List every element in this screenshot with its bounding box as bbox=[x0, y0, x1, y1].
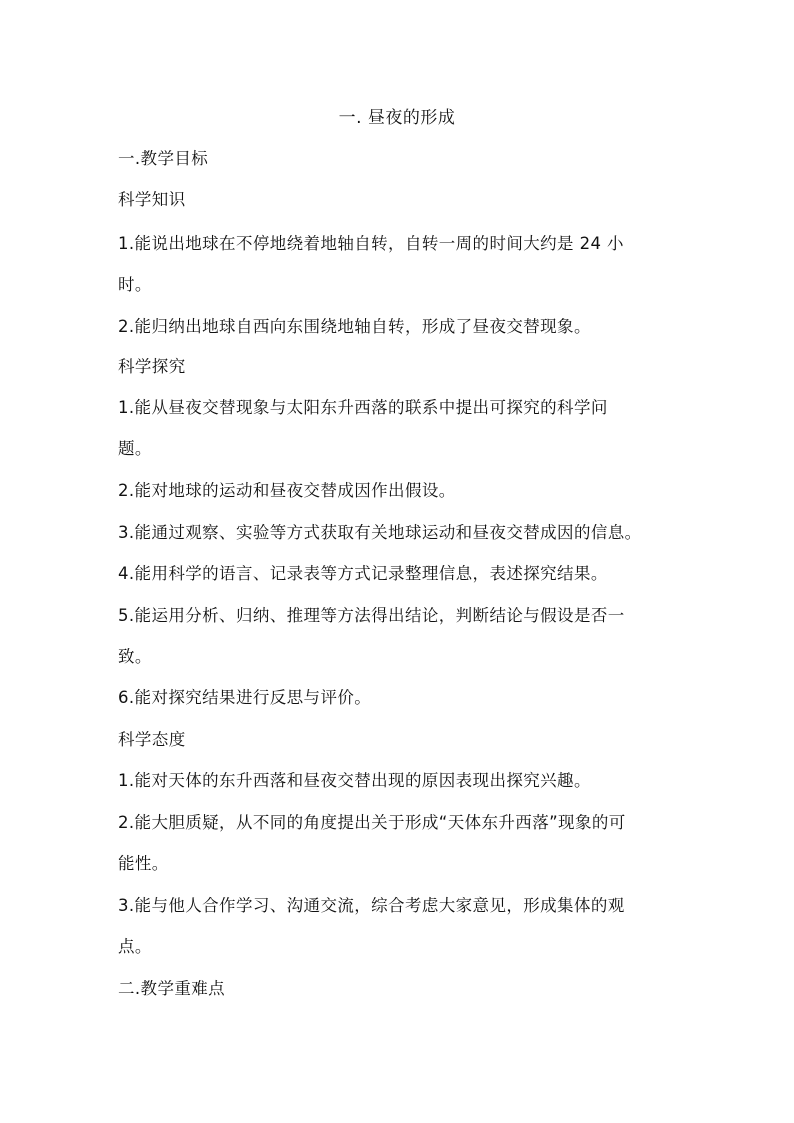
paragraph-line: 2.能大胆质疑，从不同的角度提出关于形成“天体东升西落”现象的可 bbox=[118, 813, 626, 832]
paragraph-line: 致。 bbox=[118, 647, 152, 666]
paragraph-line: 5.能运用分析、归纳、推理等方法得出结论，判断结论与假设是否一 bbox=[118, 606, 625, 625]
paragraph-line: 题。 bbox=[118, 439, 152, 458]
document-title: 一. 昼夜的形成 bbox=[338, 108, 456, 128]
paragraph-line: 时。 bbox=[118, 275, 152, 294]
paragraph-line: 2.能对地球的运动和昼夜交替成因作出假设。 bbox=[118, 481, 456, 500]
paragraph-line: 4.能用科学的语言、记录表等方式记录整理信息，表述探究结果。 bbox=[118, 564, 608, 583]
paragraph-line: 点。 bbox=[118, 937, 152, 956]
subheading-science-knowledge: 科学知识 bbox=[118, 190, 186, 209]
subheading-science-inquiry: 科学探究 bbox=[118, 357, 186, 376]
paragraph-line: 1.能说出地球在不停地绕着地轴自转，自转一周的时间大约是 24 小 bbox=[118, 234, 624, 253]
paragraph-line: 能性。 bbox=[118, 854, 169, 873]
section-heading-key-difficulties: 二.教学重难点 bbox=[118, 979, 226, 998]
paragraph-line: 6.能对探究结果进行反思与评价。 bbox=[118, 688, 372, 707]
paragraph-line: 2.能归纳出地球自西向东围绕地轴自转，形成了昼夜交替现象。 bbox=[118, 317, 591, 336]
paragraph-line: 3.能与他人合作学习、沟通交流，综合考虑大家意见，形成集体的观 bbox=[118, 896, 625, 915]
paragraph-line: 1.能对天体的东升西落和昼夜交替出现的原因表现出探究兴趣。 bbox=[118, 771, 591, 790]
paragraph-line: 3.能通过观察、实验等方式获取有关地球运动和昼夜交替成因的信息。 bbox=[118, 523, 642, 542]
section-heading-teaching-goals: 一.教学目标 bbox=[118, 149, 209, 168]
subheading-science-attitude: 科学态度 bbox=[118, 730, 186, 749]
paragraph-line: 1.能从昼夜交替现象与太阳东升西落的联系中提出可探究的科学问 bbox=[118, 398, 608, 417]
